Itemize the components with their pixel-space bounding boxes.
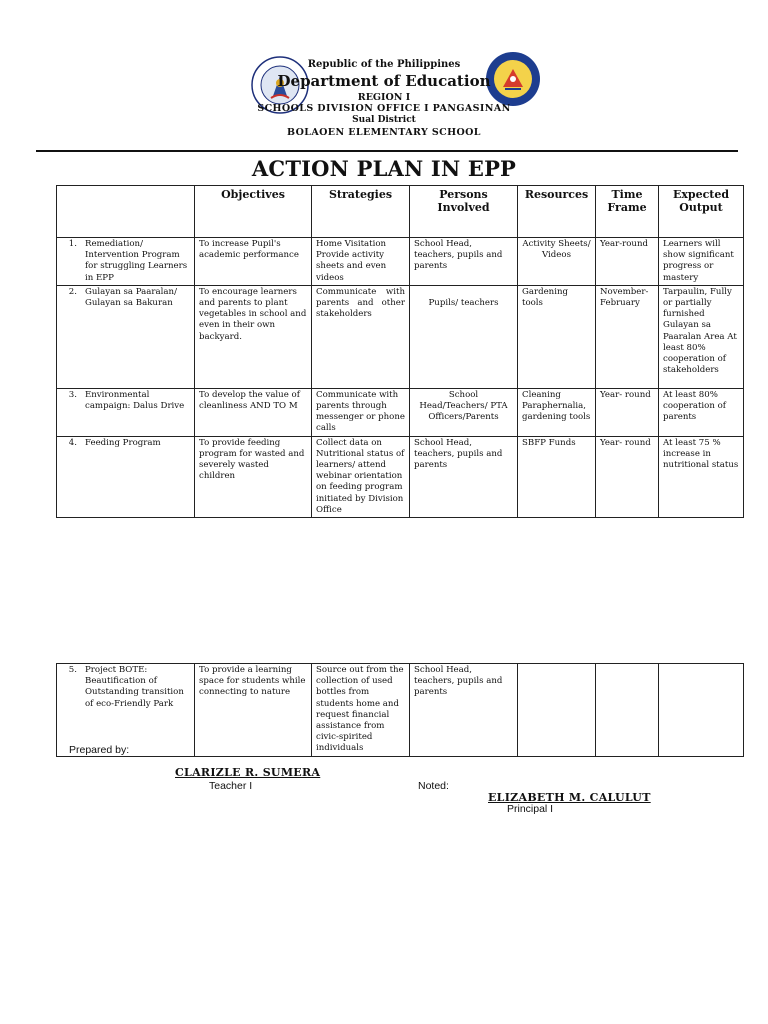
output-cell: Tarpaulin, Fully or partially furnished Gulayan sa Paaralan Area At least 80% cooperation of stakeholders [659,285,744,388]
strategy-cell: Communicate with parents through messenger or phone calls [312,388,410,436]
program-cell: 1. Remediation/ Intervention Program for struggling Learners in EPP [57,238,195,286]
action-plan-table-continued [56,663,744,757]
header-divider [36,150,738,152]
header-program [57,186,195,238]
objective-cell: To encourage learners and parents to plant vegetables in school and even in their own backyard. [195,285,312,388]
output-cell [659,664,744,757]
noter-name: ELIZABETH M. CALULUT [488,791,651,804]
page-title: ACTION PLAN IN EPP [251,156,517,181]
table-row [57,436,744,517]
preparer-title: Teacher I [209,780,253,792]
output-cell: At least 80% cooperation of parents [659,388,744,436]
table-row [57,664,744,757]
strategy-cell: Collect data on Nutritional status of learners/ attend webinar orientation on feeding program initiated by Division Office [312,436,410,517]
objective-cell: To develop the value of cleanliness AND TO M [195,388,312,436]
program-cell: 5. Project BOTE: Beautification of Outstanding transition of eco-Friendly Park [57,664,195,757]
time-frame-cell: Year- round [596,388,659,436]
region-text: REGION I [357,92,411,103]
strategy-cell: Home Visitation Provide activity sheets and even videos [312,238,410,286]
prepared-by-label: Prepared by: [69,744,130,756]
header-expected-output: Expected Output [659,186,744,238]
header-resources: Resources [518,186,596,238]
output-cell: At least 75 % increase in nutritional status [659,436,744,517]
table-row [57,285,744,388]
header-strategies: Strategies [312,186,410,238]
persons-cell: Pupils/ teachers [410,285,518,388]
table-row [57,388,744,436]
preparer-name: CLARIZLE R. SUMERA [175,766,321,779]
header-objectives: Objectives [195,186,312,238]
program-cell: 3. Environmental campaign: Dalus Drive [57,388,195,436]
republic-text: Republic of the Philippines [307,59,461,70]
resources-cell: Activity Sheets/ Videos [518,238,596,286]
district-text: Sual District [352,115,416,125]
strategy-cell: Communicate with parents and other stakeholders [312,285,410,388]
persons-cell: School Head, teachers, pupils and parents [410,664,518,757]
resources-cell [518,664,596,757]
objective-cell: To provide a learning space for students while connecting to nature [195,664,312,757]
header-persons: Persons Involved [410,186,518,238]
objective-cell: To provide feeding program for wasted and severely wasted children [195,436,312,517]
time-frame-cell: November-February [596,285,659,388]
persons-cell: School Head/Teachers/ PTA Officers/Parents [410,388,518,436]
strategy-cell: Source out from the collection of used bottles from students home and request financial assistance from civic-spirited individuals [312,664,410,757]
program-cell: 2. Gulayan sa Paaralan/ Gulayan sa Bakuran [57,285,195,388]
noted-label: Noted: [418,780,449,792]
action-plan-table [56,185,744,518]
resources-cell: SBFP Funds [518,436,596,517]
output-cell: Learners will show significant progress or mastery [659,238,744,286]
time-frame-cell [596,664,659,757]
table-row [57,238,744,286]
time-frame-cell: Year-round [596,238,659,286]
resources-cell: Cleaning Paraphernalia, gardening tools [518,388,596,436]
program-cell: 4. Feeding Program [57,436,195,517]
school-name: BOLAOEN ELEMENTARY SCHOOL [287,127,481,138]
department-text: Department of Education [277,72,491,90]
objective-cell: To increase Pupil's academic performance [195,238,312,286]
noter-title: Principal I [507,803,554,815]
table-header-row [57,186,744,238]
division-text: SCHOOLS DIVISION OFFICE I PANGASINAN [257,103,511,114]
persons-cell: School Head, teachers, pupils and parents [410,436,518,517]
time-frame-cell: Year- round [596,436,659,517]
header-time-frame: Time Frame [596,186,659,238]
persons-cell: School Head, teachers, pupils and parents [410,238,518,286]
resources-cell: Gardening tools [518,285,596,388]
